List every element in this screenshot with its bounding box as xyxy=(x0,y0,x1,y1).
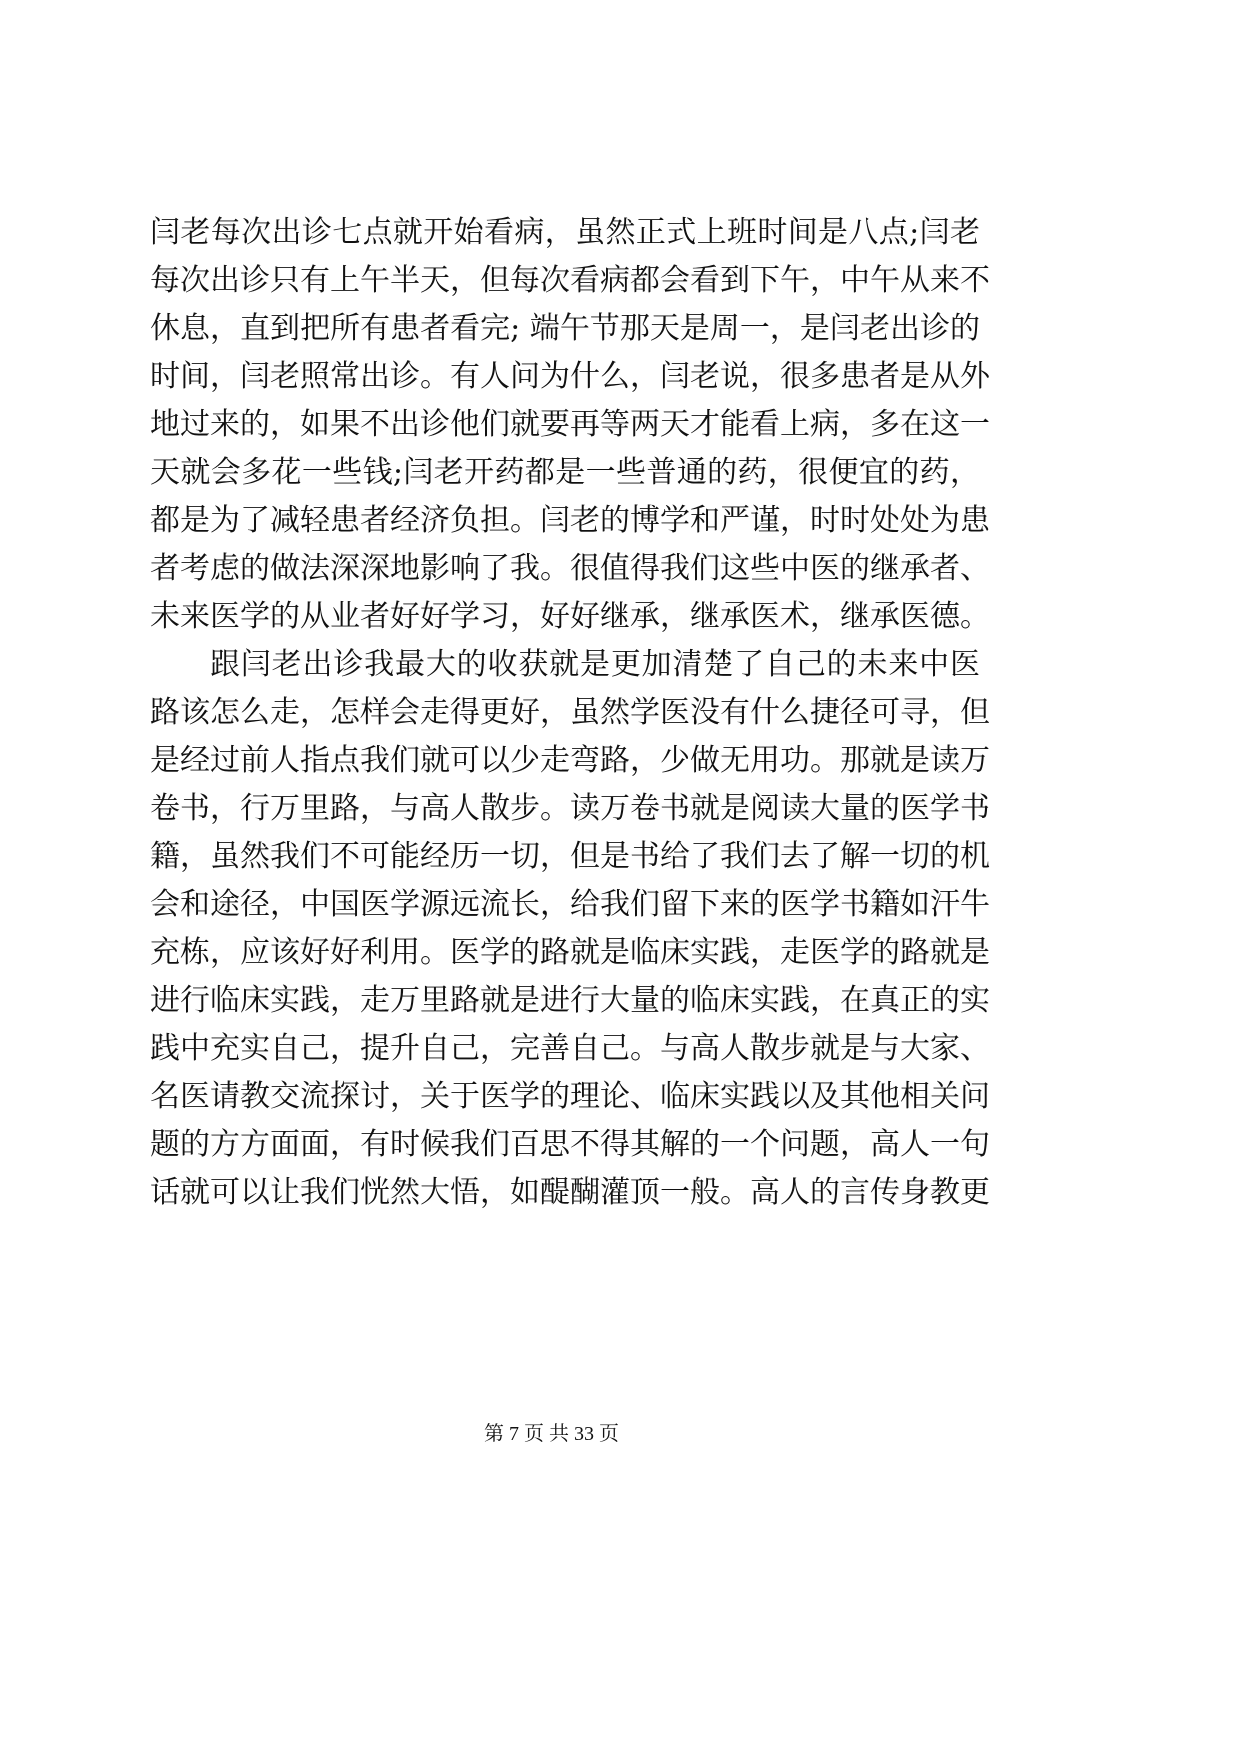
paragraph-start-line: 跟闫老出诊我最大的收获就是更加清楚了自己的未来中医 xyxy=(210,647,980,682)
text-line: 进行临床实践，走万里路就是进行大量的临床实践，在真正的实 xyxy=(150,983,990,1018)
text-line: 路该怎么走，怎样会走得更好，虽然学医没有什么捷径可寻，但 xyxy=(150,695,990,730)
text-line: 会和途径，中国医学源远流长，给我们留下来的医学书籍如汗牛 xyxy=(150,887,990,922)
text-line: 名医请教交流探讨，关于医学的理论、临床实践以及其他相关问 xyxy=(150,1079,990,1114)
text-line: 话就可以让我们恍然大悟，如醍醐灌顶一般。高人的言传身教更 xyxy=(150,1175,990,1210)
text-line: 天就会多花一些钱;闫老开药都是一些普通的药，很便宜的药， xyxy=(150,455,980,490)
text-line: 闫老每次出诊七点就开始看病，虽然正式上班时间是八点;闫老 xyxy=(150,215,980,250)
body-text xyxy=(150,209,990,1217)
text-line: 休息，直到把所有患者看完; 端午节那天是周一，是闫老出诊的 xyxy=(150,311,980,346)
text-line: 践中充实自己，提升自己，完善自己。与高人散步就是与大家、 xyxy=(150,1031,990,1066)
text-line: 都是为了减轻患者经济负担。闫老的博学和严谨，时时处处为患 xyxy=(150,503,990,538)
text-line: 地过来的，如果不出诊他们就要再等两天才能看上病，多在这一 xyxy=(150,407,990,442)
text-line: 者考虑的做法深深地影响了我。很值得我们这些中医的继承者、 xyxy=(150,551,990,586)
text-line: 未来医学的从业者好好学习，好好继承，继承医术，继承医德。 xyxy=(150,599,990,634)
text-line: 时间，闫老照常出诊。有人问为什么，闫老说，很多患者是从外 xyxy=(150,359,990,394)
text-line: 是经过前人指点我们就可以少走弯路，少做无用功。那就是读万 xyxy=(150,743,990,778)
text-line: 卷书，行万里路，与高人散步。读万卷书就是阅读大量的医学书 xyxy=(150,791,990,826)
text-line: 充栋，应该好好利用。医学的路就是临床实践，走医学的路就是 xyxy=(150,935,990,970)
text-line: 每次出诊只有上午半天，但每次看病都会看到下午，中午从来不 xyxy=(150,263,990,298)
text-line: 题的方方面面，有时候我们百思不得其解的一个问题，高人一句 xyxy=(150,1127,990,1162)
text-line: 籍，虽然我们不可能经历一切，但是书给了我们去了解一切的机 xyxy=(150,839,990,874)
page-number-footer: 第 7 页 共 33 页 xyxy=(484,1423,619,1445)
